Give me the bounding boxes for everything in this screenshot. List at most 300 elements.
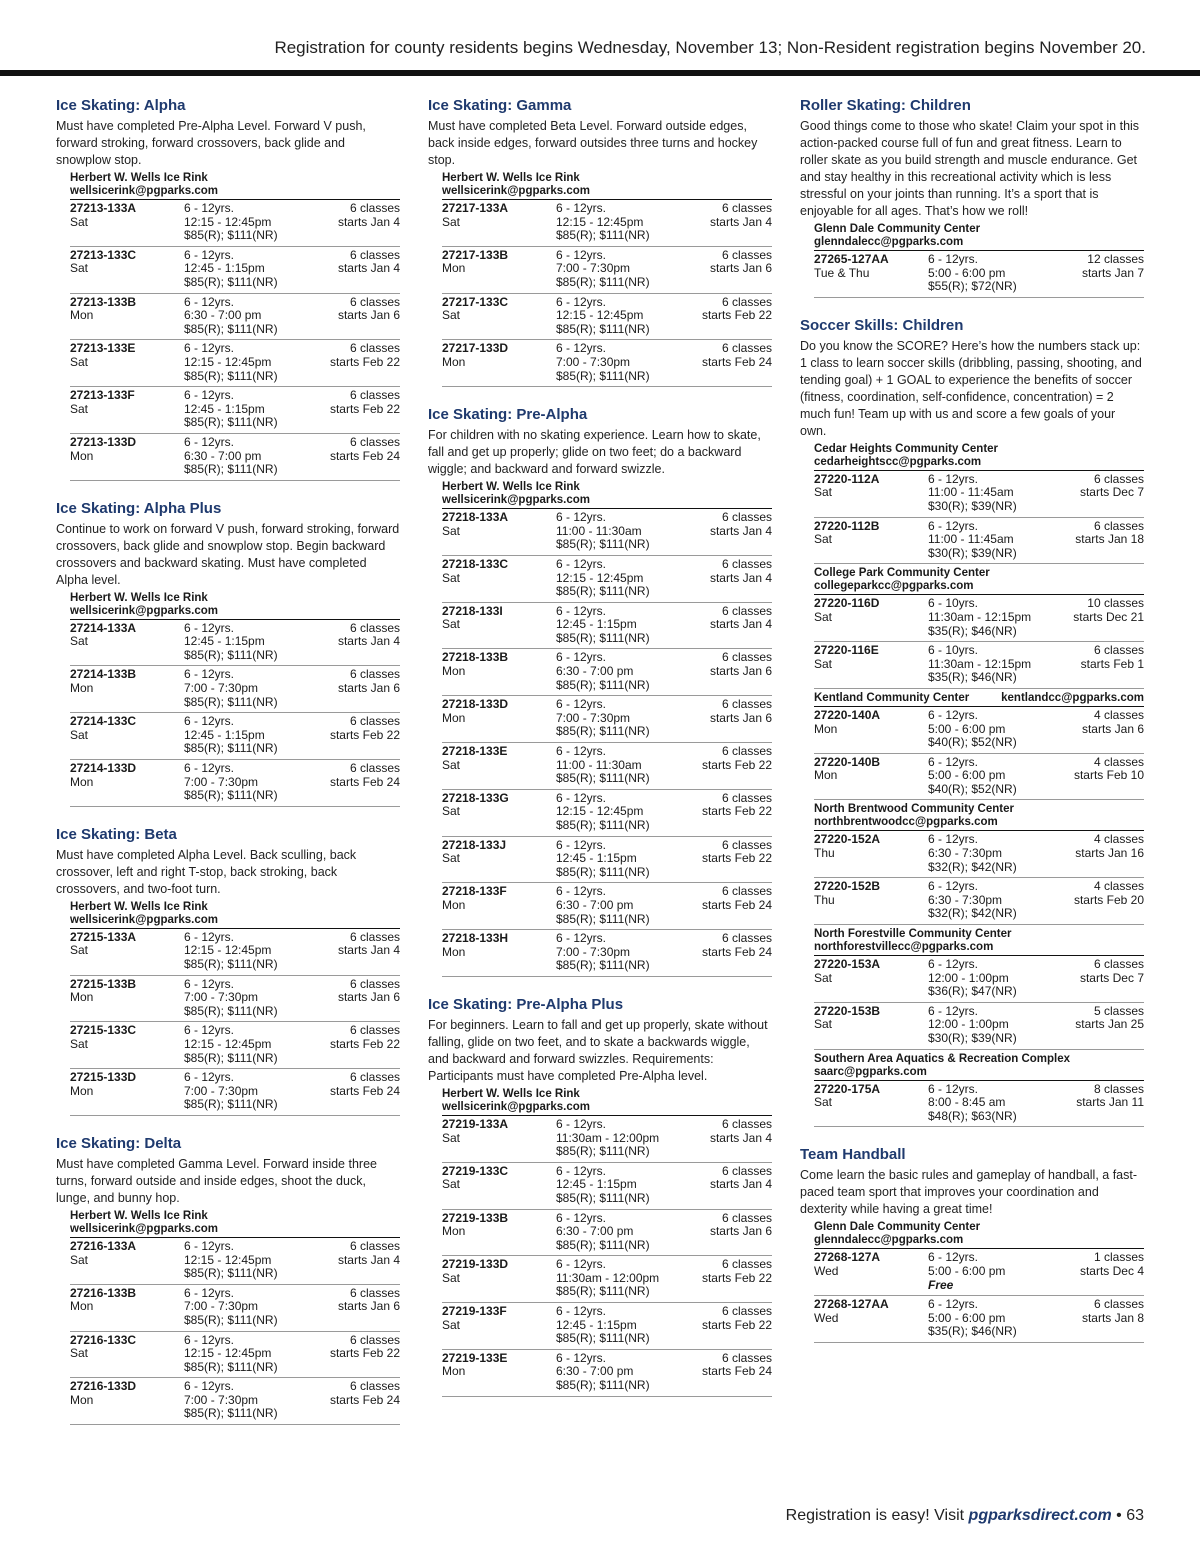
class-id-cell xyxy=(814,520,928,561)
location-email[interactable]: wellsicerink@pgparks.com xyxy=(70,604,218,617)
class-row[interactable] xyxy=(70,713,400,760)
location-email[interactable]: wellsicerink@pgparks.com xyxy=(442,494,590,507)
class-start: starts Jan 6 xyxy=(337,681,400,696)
class-detail-cell xyxy=(556,1212,662,1253)
class-time: 5:00 - 6:00 pm xyxy=(928,1263,1006,1278)
class-detail-cell xyxy=(928,1083,1034,1124)
class-row[interactable] xyxy=(442,930,772,977)
class-fee: $85(R); $111(NR) xyxy=(184,415,278,430)
class-row[interactable] xyxy=(814,595,1144,642)
section-title: Soccer Skills: Children xyxy=(800,316,964,334)
class-day: Sat xyxy=(814,656,833,671)
section-title: Ice Skating: Alpha Plus xyxy=(56,499,222,517)
class-detail-cell xyxy=(556,342,662,383)
class-row[interactable] xyxy=(70,976,400,1023)
location-name: Herbert W. Wells Ice Rink xyxy=(442,172,580,184)
class-count: 6 classes xyxy=(349,247,400,262)
class-row[interactable] xyxy=(814,1081,1144,1128)
class-row[interactable] xyxy=(70,1378,400,1425)
class-session-cell xyxy=(662,296,772,337)
class-detail-cell xyxy=(556,792,662,833)
class-fee: $35(R); $46(NR) xyxy=(928,1324,1017,1339)
class-age: 6 - 12yrs. xyxy=(184,1379,235,1394)
class-count: 6 classes xyxy=(349,761,400,776)
class-row[interactable] xyxy=(70,1332,400,1379)
class-row[interactable] xyxy=(814,471,1144,518)
website-link[interactable]: pgparksdirect.com xyxy=(968,1507,1112,1524)
class-day: Sat xyxy=(442,1177,461,1192)
class-start: starts Jan 4 xyxy=(709,570,772,585)
class-count: 6 classes xyxy=(1093,957,1144,972)
class-day: Tue & Thu xyxy=(814,265,870,280)
class-row[interactable] xyxy=(70,434,400,481)
location-email[interactable]: northforestvillecc@pgparks.com xyxy=(814,941,994,954)
class-count: 6 classes xyxy=(721,201,772,215)
class-day: Sat xyxy=(814,1095,833,1110)
class-session-cell xyxy=(662,932,772,973)
class-number: 27214-133B xyxy=(70,667,137,682)
section-description: Must have completed Alpha Level. Back sculling, back crossover, left and right T-stop, back stroking, back crossovers, and two-foot turn. xyxy=(56,847,357,896)
class-session-cell xyxy=(1034,1251,1144,1292)
class-row[interactable] xyxy=(442,696,772,743)
class-day: Sat xyxy=(442,804,461,819)
class-detail-cell xyxy=(556,1352,662,1393)
class-number: 27220-152A xyxy=(814,832,881,847)
class-start: starts Feb 22 xyxy=(701,757,772,772)
class-row[interactable] xyxy=(442,1256,772,1303)
class-id-cell xyxy=(70,436,184,477)
class-row[interactable] xyxy=(442,509,772,556)
class-count: 6 classes xyxy=(721,884,772,899)
location-email[interactable]: wellsicerink@pgparks.com xyxy=(442,1100,590,1113)
class-row[interactable] xyxy=(70,666,400,713)
class-row[interactable] xyxy=(442,603,772,650)
class-id-cell xyxy=(70,715,184,756)
class-row[interactable] xyxy=(70,929,400,976)
class-count: 6 classes xyxy=(721,603,772,618)
class-count: 6 classes xyxy=(721,1116,772,1131)
class-time: 11:00 - 11:30am xyxy=(556,523,642,538)
class-fee: $85(R); $111(NR) xyxy=(184,741,278,756)
class-number: 27218-133H xyxy=(442,931,509,946)
class-time: 7:00 - 7:30pm xyxy=(184,1299,259,1314)
class-session-cell xyxy=(662,1212,772,1253)
class-time: 11:30am - 12:00pm xyxy=(556,1270,660,1285)
class-row[interactable] xyxy=(70,340,400,387)
class-start: starts Feb 24 xyxy=(701,897,772,912)
class-number: 27218-133B xyxy=(442,650,509,665)
class-start: starts Feb 22 xyxy=(701,804,772,819)
class-count: 1 classes xyxy=(1093,1250,1144,1265)
course-section xyxy=(428,405,772,977)
class-fee: $85(R); $111(NR) xyxy=(184,1097,278,1112)
class-detail-cell xyxy=(184,249,290,290)
class-row[interactable] xyxy=(442,1163,772,1210)
class-id-cell xyxy=(814,597,928,638)
class-row[interactable] xyxy=(442,1303,772,1350)
class-id-cell xyxy=(442,792,556,833)
class-fee: $36(R); $47(NR) xyxy=(928,984,1017,999)
section-description: Must have completed Beta Level. Forward outside edges, back inside edges, forward outsides three turns and hockey stop. xyxy=(428,119,758,167)
class-id-cell xyxy=(442,1305,556,1346)
class-row[interactable] xyxy=(814,251,1144,298)
class-day: Sat xyxy=(442,214,461,229)
location-header xyxy=(814,928,1144,956)
class-time: 7:00 - 7:30pm xyxy=(556,710,631,725)
class-day: Mon xyxy=(70,990,94,1005)
location-email[interactable]: collegeparkcc@pgparks.com xyxy=(814,580,974,593)
section-description: Good things come to those who skate! Claim your spot in this action-packed course full of fun and great fitness. Learn to roller skate as you build strength and muscle endurance. Get and stay healthy in this recreational activity which is less stressful on your joints than running. It’s a sport that is enjoyable for all ages. That’s how we roll! xyxy=(800,119,1140,218)
class-session-cell xyxy=(1034,833,1144,874)
class-age: 6 - 12yrs. xyxy=(184,667,235,682)
class-count: 12 classes xyxy=(1087,252,1144,266)
class-row[interactable] xyxy=(442,883,772,930)
class-start: starts Feb 24 xyxy=(701,944,772,959)
class-id-cell xyxy=(814,1251,928,1292)
class-detail-cell xyxy=(184,1071,290,1112)
class-number: 27268-127A xyxy=(814,1250,881,1265)
class-day: Mon xyxy=(70,774,94,789)
class-session-cell xyxy=(1034,1083,1144,1124)
class-time: 6:30 - 7:00 pm xyxy=(556,1364,634,1379)
class-day: Sat xyxy=(442,851,461,866)
class-detail-cell xyxy=(928,473,1034,514)
location-header xyxy=(70,901,400,929)
class-row[interactable] xyxy=(70,1238,400,1285)
class-day: Sat xyxy=(442,308,461,323)
class-row[interactable] xyxy=(442,837,772,884)
class-row[interactable] xyxy=(442,743,772,790)
class-session-cell xyxy=(662,698,772,739)
class-session-cell xyxy=(662,839,772,880)
class-day: Mon xyxy=(70,308,94,323)
class-number: 27220-112B xyxy=(814,518,880,533)
section-description: Continue to work on forward V push, forward stroking, forward crossovers, back glide and snowplow stop. Begin backward crossovers and backward skating. Must have completed Alpha level. xyxy=(56,521,400,587)
location-name: Herbert W. Wells Ice Rink xyxy=(70,900,208,913)
class-day: Mon xyxy=(70,1299,94,1314)
class-count: 6 classes xyxy=(349,434,400,449)
class-row[interactable] xyxy=(442,790,772,837)
class-day: Mon xyxy=(442,897,466,912)
class-session-cell xyxy=(290,1024,400,1065)
class-count: 8 classes xyxy=(1093,1081,1144,1096)
class-day: Sat xyxy=(442,523,461,538)
class-row[interactable] xyxy=(814,956,1144,1003)
class-day: Mon xyxy=(70,448,94,463)
class-age: 6 - 12yrs. xyxy=(184,341,235,356)
class-row[interactable] xyxy=(70,294,400,341)
class-count: 6 classes xyxy=(1093,518,1144,533)
class-day: Sat xyxy=(70,634,89,649)
class-row[interactable] xyxy=(70,760,400,807)
class-row[interactable] xyxy=(70,620,400,667)
class-time: 6:30 - 7:30pm xyxy=(928,892,1003,907)
class-row[interactable] xyxy=(70,1022,400,1069)
class-time: 12:00 - 1:00pm xyxy=(928,1017,1009,1032)
class-number: 27213-133E xyxy=(70,341,136,356)
class-start: starts Jan 6 xyxy=(709,261,772,276)
location-email[interactable]: kentlandcc@pgparks.com xyxy=(1001,691,1144,704)
class-session-cell xyxy=(662,745,772,786)
class-session-cell xyxy=(290,1287,400,1328)
class-detail-cell xyxy=(556,249,662,290)
class-row[interactable] xyxy=(442,556,772,603)
class-start: starts Jan 6 xyxy=(709,710,772,725)
class-row[interactable] xyxy=(70,200,400,247)
class-time: 6:30 - 7:00 pm xyxy=(184,308,262,323)
location-email[interactable]: wellsicerink@pgparks.com xyxy=(70,185,218,197)
section-title: Ice Skating: Beta xyxy=(56,825,177,843)
class-age: 6 - 12yrs. xyxy=(184,1023,235,1038)
course-section xyxy=(800,316,1144,1128)
class-day: Mon xyxy=(814,721,838,736)
location-header xyxy=(814,1053,1144,1081)
class-age: 6 - 12yrs. xyxy=(556,341,607,356)
class-fee: $35(R); $46(NR) xyxy=(928,670,1017,685)
class-detail-cell xyxy=(184,715,290,756)
class-day: Sat xyxy=(814,532,833,547)
class-row[interactable] xyxy=(814,642,1144,689)
class-time: 12:45 - 1:15pm xyxy=(556,617,637,632)
section-description: Must have completed Gamma Level. Forward inside three turns, forward outside and inside edges, shoot the duck, lunge, and bunny hop. xyxy=(56,1156,377,1205)
class-row[interactable] xyxy=(70,387,400,434)
class-row[interactable] xyxy=(442,247,772,294)
class-session-cell xyxy=(1034,1298,1144,1339)
class-row[interactable] xyxy=(442,649,772,696)
class-time: 12:15 - 12:45pm xyxy=(184,1346,272,1361)
class-row[interactable] xyxy=(70,1285,400,1332)
class-row[interactable] xyxy=(442,1116,772,1163)
class-session-cell xyxy=(662,202,772,243)
class-start: starts Feb 24 xyxy=(329,774,400,789)
page-number: • 63 xyxy=(1111,1507,1144,1524)
class-count: 4 classes xyxy=(1093,707,1144,722)
class-id-cell xyxy=(814,253,928,294)
class-start: starts Dec 4 xyxy=(1079,1263,1144,1278)
class-time: 8:00 - 8:45 am xyxy=(928,1095,1006,1110)
class-row[interactable] xyxy=(442,294,772,341)
class-session-cell xyxy=(290,389,400,430)
class-id-cell xyxy=(70,622,184,663)
class-fee: $30(R); $39(NR) xyxy=(928,545,1017,560)
class-detail-cell xyxy=(556,698,662,739)
location-header xyxy=(814,223,1144,251)
class-start: starts Feb 22 xyxy=(701,308,772,323)
class-row[interactable] xyxy=(442,1210,772,1257)
class-id-cell xyxy=(70,1380,184,1421)
class-start: starts Jan 4 xyxy=(337,943,400,958)
class-fee: $85(R); $111(NR) xyxy=(184,957,278,971)
class-detail-cell xyxy=(928,756,1034,797)
section-description: For children with no skating experience. Learn how to skate, fall and get up properly; glide on two feet; do a backward wiggle; and backward and forward swizzle. xyxy=(428,428,761,477)
class-start: starts Feb 22 xyxy=(701,1270,772,1285)
class-start: starts Feb 24 xyxy=(329,1083,400,1098)
class-id-cell xyxy=(814,644,928,685)
class-fee: $85(R); $111(NR) xyxy=(556,1331,650,1346)
class-detail-cell xyxy=(184,1024,290,1065)
class-fee: $85(R); $111(NR) xyxy=(184,274,278,289)
location-email[interactable]: glenndalecc@pgparks.com xyxy=(814,1234,964,1247)
class-count: 6 classes xyxy=(721,1257,772,1272)
class-row[interactable] xyxy=(70,1069,400,1116)
course-section xyxy=(800,96,1144,298)
class-fee: $48(R); $63(NR) xyxy=(928,1108,1017,1123)
class-session-cell xyxy=(662,1165,772,1206)
class-detail-cell xyxy=(556,932,662,973)
location-email[interactable]: wellsicerink@pgparks.com xyxy=(442,185,590,197)
class-number: 27214-133A xyxy=(70,620,137,635)
class-detail-cell xyxy=(928,1298,1034,1339)
class-start: starts Jan 18 xyxy=(1075,532,1144,547)
class-id-cell xyxy=(442,745,556,786)
class-row[interactable] xyxy=(814,1003,1144,1050)
class-start: starts Jan 6 xyxy=(709,664,772,679)
class-age: 6 - 12yrs. xyxy=(556,1210,607,1225)
class-detail-cell xyxy=(184,1287,290,1328)
class-fee: $85(R); $111(NR) xyxy=(556,321,650,336)
class-session-cell xyxy=(662,342,772,383)
class-time: 12:45 - 1:15pm xyxy=(184,261,265,276)
class-fee: $85(R); $111(NR) xyxy=(556,771,650,786)
class-count: 6 classes xyxy=(349,388,400,403)
class-start: starts Feb 24 xyxy=(701,1364,772,1379)
class-detail-cell xyxy=(184,1240,290,1281)
class-fee: $85(R); $111(NR) xyxy=(184,1050,278,1065)
class-fee: $85(R); $111(NR) xyxy=(556,1144,650,1159)
class-row[interactable] xyxy=(814,754,1144,801)
location-header xyxy=(70,592,400,620)
class-start: starts Jan 4 xyxy=(709,1177,772,1192)
class-id-cell xyxy=(814,880,928,921)
class-age: 6 - 12yrs. xyxy=(556,294,607,309)
class-day: Wed xyxy=(814,1310,839,1325)
class-session-cell xyxy=(290,1071,400,1112)
class-count: 6 classes xyxy=(1093,1297,1144,1312)
class-session-cell xyxy=(290,715,400,756)
class-id-cell xyxy=(442,296,556,337)
class-number: 27213-133A xyxy=(70,201,137,215)
class-day: Mon xyxy=(814,768,838,783)
class-day: Mon xyxy=(442,944,466,959)
location-header xyxy=(814,803,1144,831)
class-fee: $85(R); $111(NR) xyxy=(556,368,650,383)
class-number: 27213-133F xyxy=(70,388,135,403)
class-count: 6 classes xyxy=(349,929,400,944)
class-count: 6 classes xyxy=(721,931,772,946)
class-time: 11:00 - 11:45am xyxy=(928,532,1014,547)
class-row[interactable] xyxy=(70,247,400,294)
class-detail-cell xyxy=(556,1118,662,1159)
location-email[interactable]: saarc@pgparks.com xyxy=(814,1065,927,1078)
location-name: Kentland Community Center xyxy=(814,691,970,704)
class-count: 4 classes xyxy=(1093,879,1144,894)
class-age: 6 - 12yrs. xyxy=(556,1116,607,1131)
class-count: 6 classes xyxy=(349,1332,400,1347)
section-title: Ice Skating: Pre-Alpha Plus xyxy=(428,995,624,1013)
class-day: Mon xyxy=(442,1224,466,1239)
class-start: starts Jan 4 xyxy=(709,617,772,632)
class-session-cell xyxy=(662,1118,772,1159)
class-detail-cell xyxy=(928,644,1034,685)
class-count: 6 classes xyxy=(721,790,772,805)
class-count: 5 classes xyxy=(1093,1003,1144,1018)
class-fee: $85(R); $111(NR) xyxy=(184,1359,278,1374)
class-age: 6 - 12yrs. xyxy=(928,518,979,533)
class-detail-cell xyxy=(184,296,290,337)
class-age: 6 - 12yrs. xyxy=(928,252,979,266)
class-row[interactable] xyxy=(814,1296,1144,1343)
class-fee: $85(R); $111(NR) xyxy=(556,677,650,692)
location-email[interactable]: cedarheightscc@pgparks.com xyxy=(814,455,982,468)
class-count: 4 classes xyxy=(1093,832,1144,847)
location-email[interactable]: northbrentwoodcc@pgparks.com xyxy=(814,816,998,829)
location-name: North Brentwood Community Center xyxy=(814,803,1014,816)
class-row[interactable] xyxy=(814,831,1144,878)
class-day: Sat xyxy=(442,757,461,772)
class-detail-cell xyxy=(184,1380,290,1421)
class-time: 11:00 - 11:45am xyxy=(928,485,1014,500)
location-name: Glenn Dale Community Center xyxy=(814,1221,981,1234)
class-id-cell xyxy=(814,756,928,797)
class-session-cell xyxy=(662,1305,772,1346)
class-detail-cell xyxy=(928,958,1034,999)
class-detail-cell xyxy=(556,1258,662,1299)
class-row[interactable] xyxy=(442,200,772,247)
class-session-cell xyxy=(662,651,772,692)
class-day: Mon xyxy=(442,261,466,276)
class-id-cell xyxy=(442,885,556,926)
class-id-cell xyxy=(814,709,928,750)
class-count: 6 classes xyxy=(349,714,400,729)
class-start: starts Jan 6 xyxy=(1081,721,1144,736)
location-header xyxy=(814,1221,1144,1249)
class-start: starts Feb 22 xyxy=(701,1317,772,1332)
location-email[interactable]: wellsicerink@pgparks.com xyxy=(70,1222,218,1235)
class-row[interactable] xyxy=(442,1350,772,1397)
location-email[interactable]: wellsicerink@pgparks.com xyxy=(70,913,218,926)
section-title: Ice Skating: Alpha xyxy=(56,97,186,114)
class-detail-cell xyxy=(928,597,1034,638)
class-time: 7:00 - 7:30pm xyxy=(184,681,259,696)
class-age: 6 - 12yrs. xyxy=(928,1081,979,1096)
class-row[interactable] xyxy=(442,340,772,387)
class-row[interactable] xyxy=(814,878,1144,925)
class-count: 6 classes xyxy=(349,1023,400,1038)
class-count: 6 classes xyxy=(721,556,772,571)
class-start: starts Jan 7 xyxy=(1081,265,1144,280)
class-fee: $40(R); $52(NR) xyxy=(928,781,1017,796)
location-email[interactable]: glenndalecc@pgparks.com xyxy=(814,236,964,248)
class-day: Sat xyxy=(442,1130,461,1145)
class-row[interactable] xyxy=(814,1249,1144,1296)
course-section xyxy=(428,96,772,387)
class-day: Sat xyxy=(442,570,461,585)
class-detail-cell xyxy=(556,1165,662,1206)
class-detail-cell xyxy=(928,709,1034,750)
class-number: 27214-133C xyxy=(70,714,137,729)
class-id-cell xyxy=(442,1212,556,1253)
class-age: 6 - 12yrs. xyxy=(556,510,607,525)
class-row[interactable] xyxy=(814,707,1144,754)
location-header xyxy=(70,1210,400,1238)
class-session-cell xyxy=(1034,709,1144,750)
class-id-cell xyxy=(70,1287,184,1328)
class-number: 27218-133A xyxy=(442,510,509,525)
class-row[interactable] xyxy=(814,518,1144,565)
class-number: 27265-127AA xyxy=(814,252,889,266)
class-session-cell xyxy=(1034,473,1144,514)
class-time: 7:00 - 7:30pm xyxy=(556,944,631,959)
